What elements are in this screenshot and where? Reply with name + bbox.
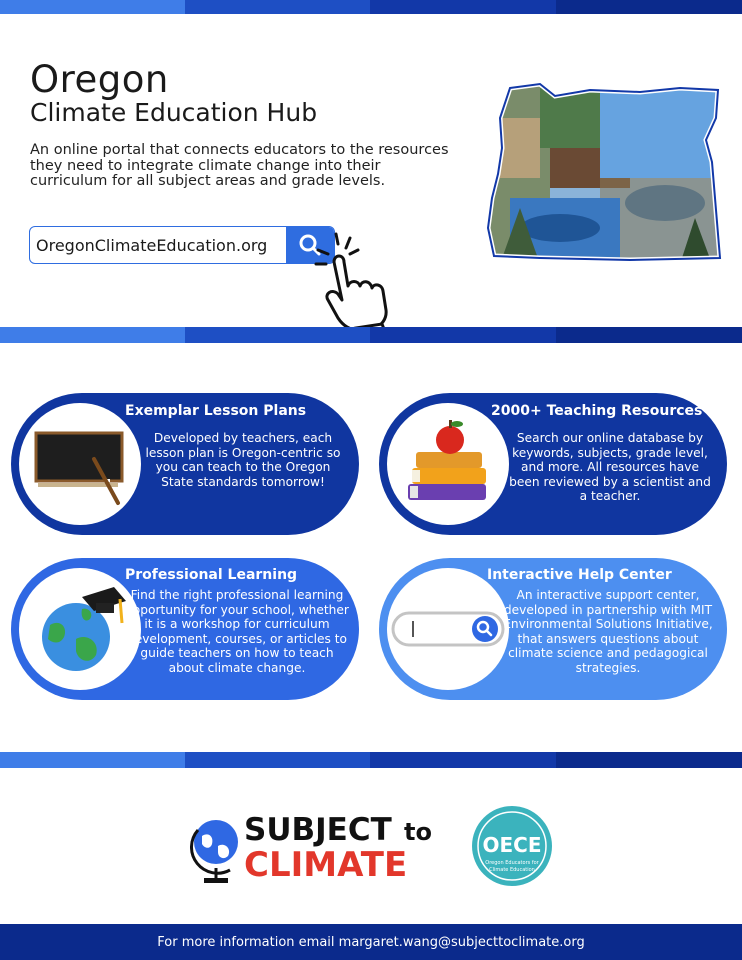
subject-text: SUBJECT (244, 812, 392, 848)
website-search-box[interactable] (29, 226, 335, 264)
card-interactive-help-center (379, 558, 727, 700)
pointing-hand-icon (308, 228, 418, 336)
intro-text: An online portal that connects educators to the resources they need to integrate climate change into their curriculum for all subject areas and grade levels. (30, 142, 449, 189)
oece-text: OECE (482, 833, 542, 857)
card-body: Developed by teachers, each lesson plan is Oregon-centric so you can teach to the Oregon State standards tomorrow! (145, 431, 341, 489)
top-color-stripe (0, 0, 742, 14)
middle-color-stripe (0, 327, 742, 343)
climate-text: CLIMATE (244, 845, 408, 885)
oregon-map-photo-collage (480, 78, 726, 264)
page-title: Oregon (30, 58, 169, 101)
partner-logos (190, 800, 555, 892)
card-title: Professional Learning (125, 567, 298, 583)
to-text: to (404, 818, 432, 846)
oece-logo (472, 806, 552, 886)
card-exemplar-lesson-plans (11, 393, 359, 535)
card-title: 2000+ Teaching Resources (491, 403, 703, 419)
card-body: An interactive support center, developed in partnership with MIT Environmental Solutions Initiative, that answers questions about climate science and pedagogical strategies. (503, 588, 713, 675)
search-bar-icon (387, 568, 509, 690)
chalkboard-icon (19, 403, 141, 525)
card-professional-learning (11, 558, 359, 700)
footer-text[interactable]: For more information email margaret.wang@subjecttoclimate.org (157, 934, 585, 950)
website-url[interactable]: OregonClimateEducation.org (36, 235, 268, 255)
oece-subtext: Oregon Educators for (485, 860, 539, 866)
footer-contact (0, 924, 742, 960)
card-body: Search our online database by keywords, subjects, grade level, and more. All resources have been reviewed by a scientist and a teacher. (509, 431, 711, 503)
card-teaching-resources (379, 393, 727, 535)
card-body: Find the right professional learning opportunity for your school, whether it is a workshop for curriculum development, courses, or articles to guide teachers on how to teach about climate change. (125, 588, 349, 675)
card-title: Exemplar Lesson Plans (125, 403, 307, 419)
oece-subtext-2: Climate Education (489, 867, 535, 873)
globe-icon (191, 820, 238, 883)
page-subtitle: Climate Education Hub (30, 98, 318, 127)
bottom-color-stripe (0, 752, 742, 768)
books-apple-icon (387, 403, 509, 525)
card-title: Interactive Help Center (487, 567, 672, 583)
